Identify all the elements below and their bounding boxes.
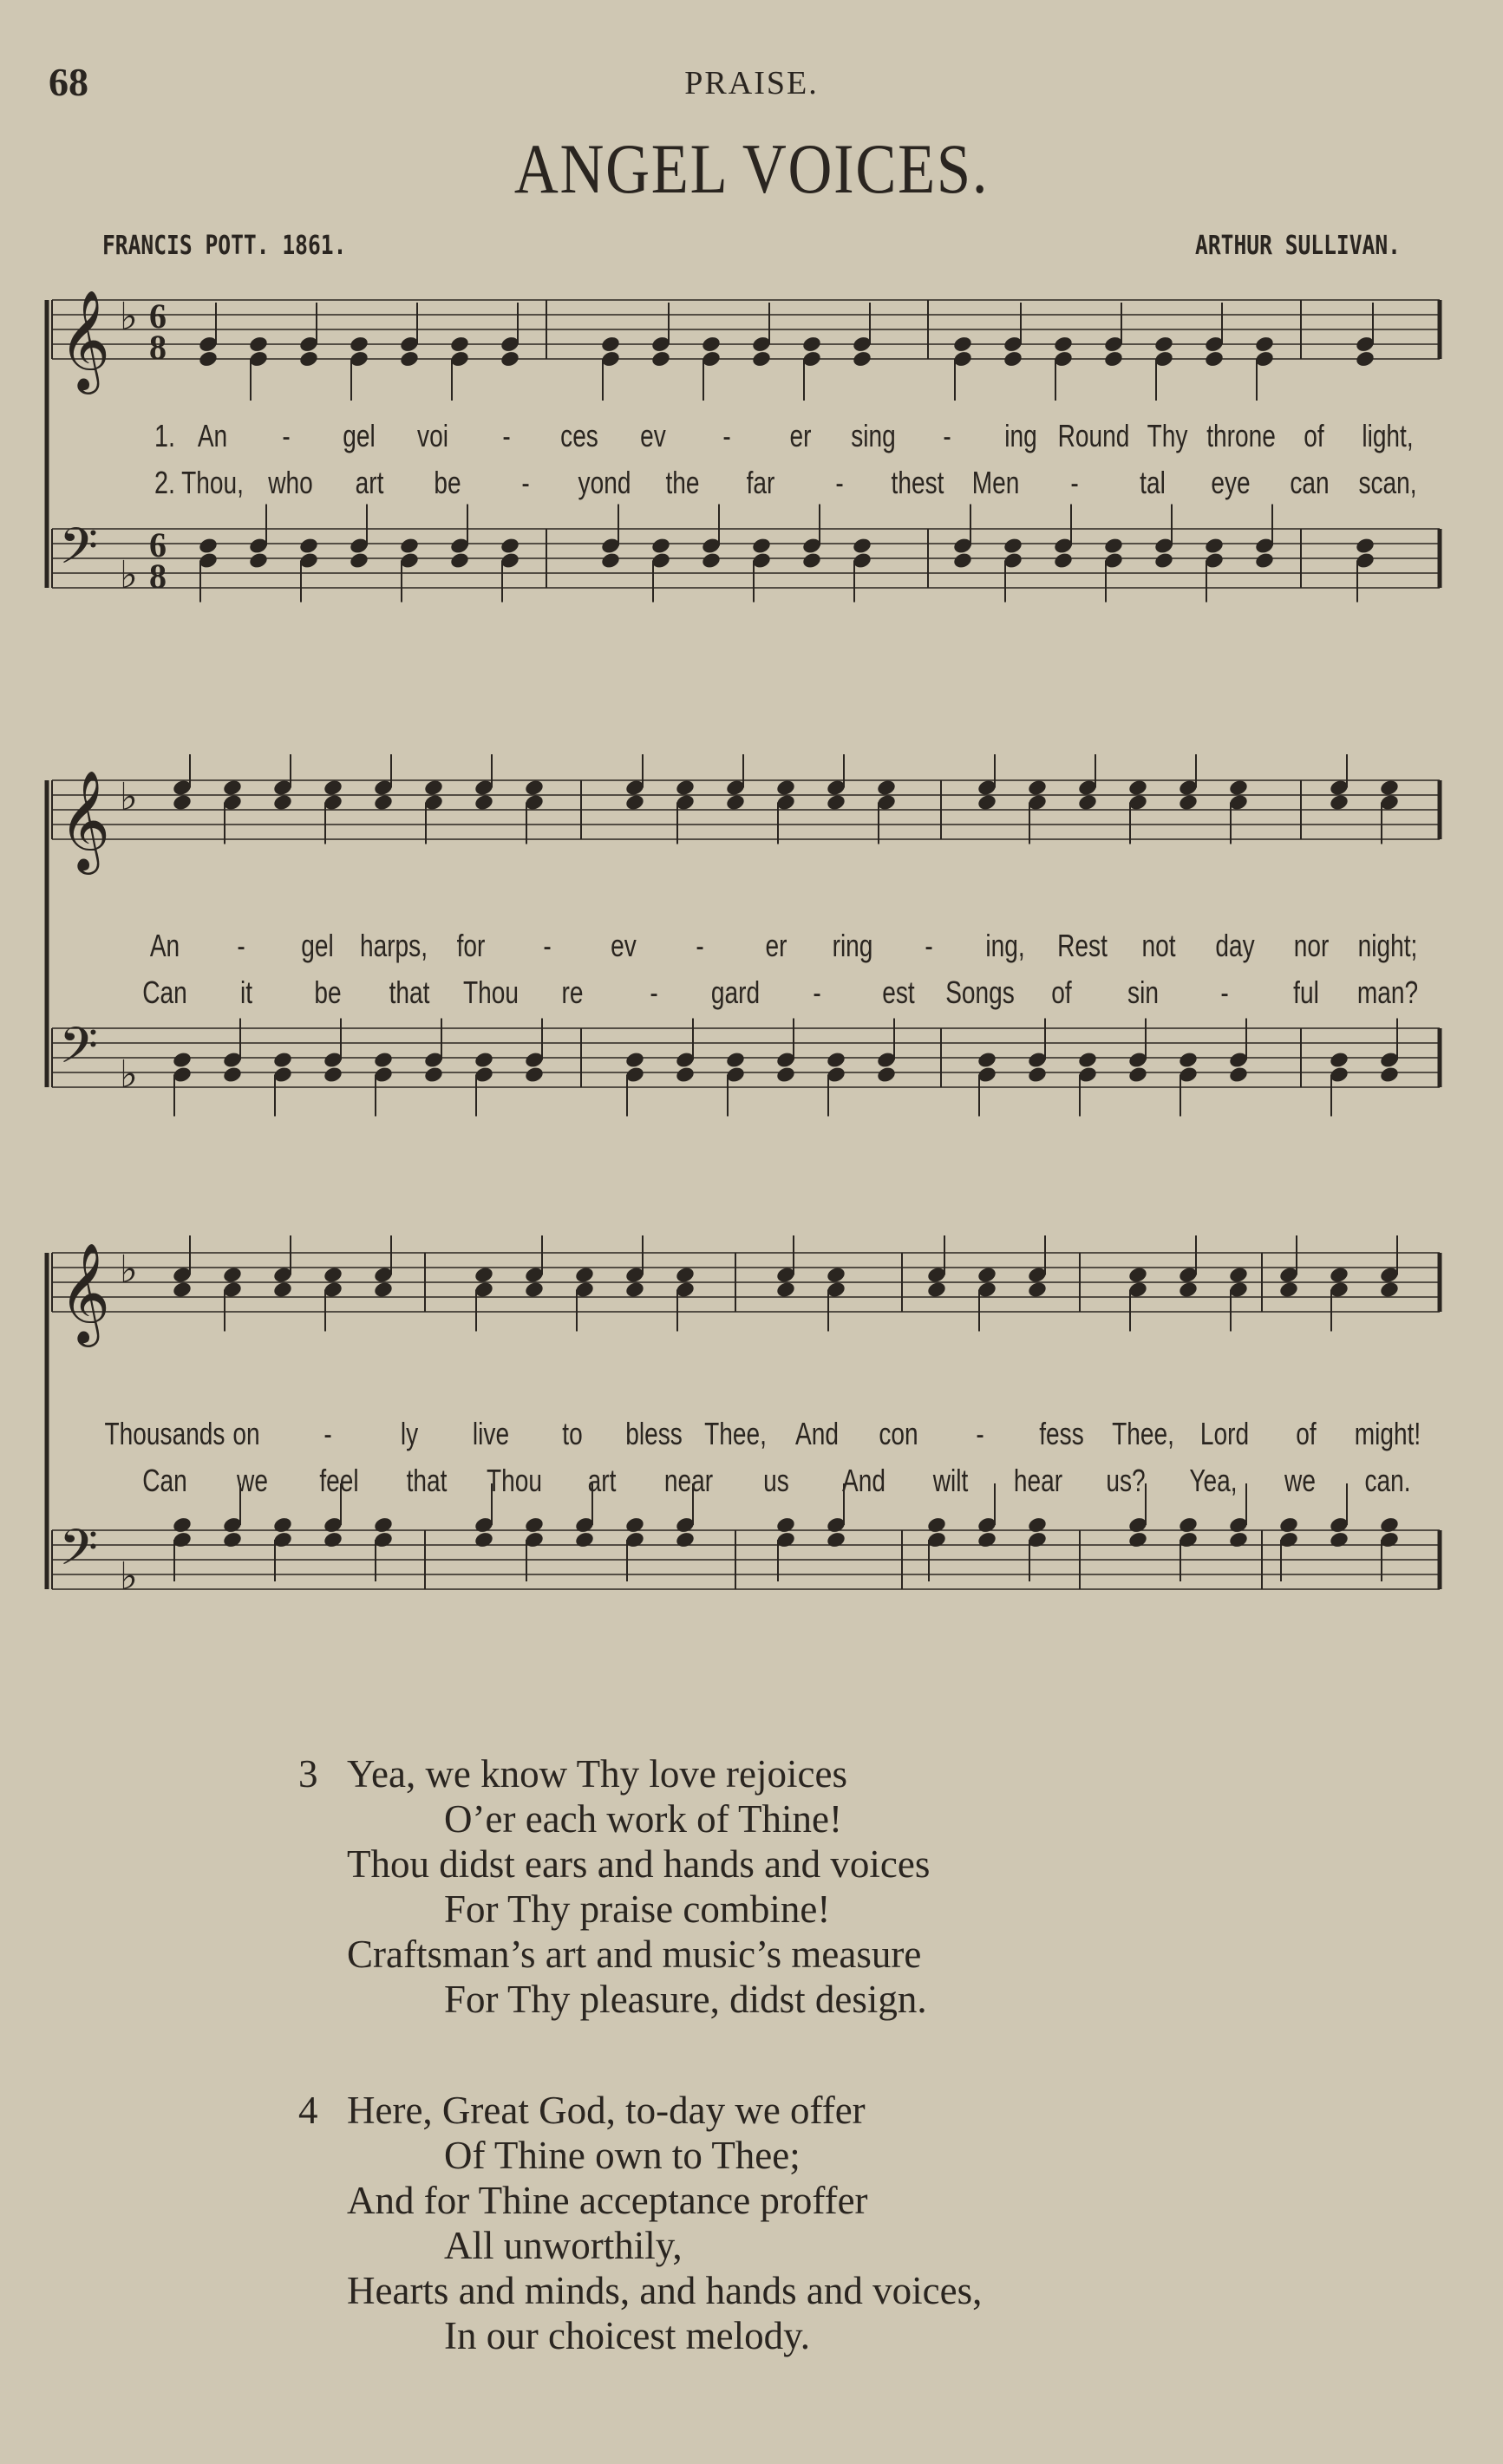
note-head: [172, 1281, 193, 1299]
note-head: [373, 1051, 394, 1069]
stanza-3: [298, 1751, 931, 2022]
note-head: [1053, 335, 1074, 353]
lyric-hyphen: -: [722, 418, 731, 453]
note-head: [1077, 1051, 1098, 1069]
note-head: [826, 1530, 846, 1548]
note-head: [524, 1281, 545, 1299]
note-head: [423, 779, 444, 797]
note-head: [474, 1530, 494, 1548]
lyrics-verse-1: [35, 418, 1457, 456]
note-head: [751, 537, 772, 555]
note-head: [1077, 793, 1098, 812]
music-system-2: [35, 754, 1457, 1170]
lyric-syllable: us?: [1106, 1463, 1146, 1498]
verse-number: 1.: [154, 418, 176, 453]
flat-icon: ♭: [120, 1053, 138, 1097]
note-head: [701, 335, 722, 353]
note-head: [323, 1066, 343, 1084]
stanza-line: 3 Yea, we know Thy love rejoices: [298, 1752, 847, 1796]
note-head: [323, 779, 343, 797]
lyric-hyphen: -: [834, 465, 844, 500]
lyric-syllable: con: [879, 1416, 918, 1451]
note-head: [600, 551, 621, 570]
lyric-syllable: re: [561, 975, 584, 1010]
note-head: [574, 1530, 595, 1548]
note-head: [1103, 537, 1124, 555]
lyric-syllable: who: [268, 465, 314, 500]
lyric-syllable: hear: [1014, 1463, 1063, 1498]
stanza-number: 3: [298, 1752, 318, 1796]
lyric-syllable: feel: [319, 1463, 360, 1498]
note-head: [298, 349, 319, 368]
lyric-syllable: ev: [610, 928, 637, 963]
note-head: [600, 335, 621, 353]
note-head: [1153, 335, 1174, 353]
lyric-hyphen: -: [813, 975, 821, 1010]
lyric-syllable: Thou,: [181, 465, 244, 500]
note-head: [1228, 1266, 1249, 1284]
lyric-syllable: Men: [972, 465, 1020, 500]
time-signature-numerator: 6: [149, 525, 167, 564]
note-head: [775, 1516, 796, 1534]
note-head: [1178, 1051, 1199, 1069]
lyric-syllable: Round: [1057, 418, 1130, 453]
note-head: [977, 793, 997, 812]
music-credit: ARTHUR SULLIVAN.: [1195, 231, 1401, 261]
stanza-line: And for Thine acceptance proffer: [347, 2179, 868, 2222]
note-head: [449, 551, 470, 570]
lyric-syllable: might!: [1354, 1416, 1421, 1451]
stanza-line: Hearts and minds, and hands and voices,: [347, 2269, 983, 2312]
lyric-syllable: gel: [301, 928, 334, 963]
note-head: [1254, 335, 1275, 353]
lyrics-verse-2: [35, 975, 1457, 1013]
note-head: [474, 793, 494, 812]
lyrics-verse-1: [35, 928, 1457, 966]
lyric-hyphen: -: [542, 928, 552, 963]
lyric-syllable: est: [882, 975, 915, 1010]
lyric-syllable: of: [1051, 975, 1072, 1010]
stanza-line: All unworthily,: [444, 2224, 683, 2267]
note-head: [1379, 1066, 1400, 1084]
note-head: [1053, 551, 1074, 570]
note-head: [248, 335, 269, 353]
lyric-hyphen: -: [323, 1416, 332, 1451]
note-head: [650, 537, 671, 555]
running-head: PRAISE.: [684, 65, 819, 101]
stanza-4: [298, 2088, 983, 2358]
note-head: [222, 779, 243, 797]
lyric-syllable: Can: [142, 975, 187, 1010]
stanza-line: O’er each work of Thine!: [444, 1797, 842, 1841]
note-head: [624, 793, 645, 812]
note-head: [650, 349, 671, 368]
note-head: [272, 1051, 293, 1069]
lyric-hyphen: -: [521, 465, 531, 500]
lyric-syllable: to: [562, 1416, 583, 1451]
note-head: [1379, 779, 1400, 797]
page-number: 68: [49, 60, 88, 104]
note-head: [500, 349, 520, 368]
lyric-syllable: harps,: [360, 928, 428, 963]
treble-clef-icon: 𝄞: [59, 1242, 111, 1343]
lyric-syllable: Yea,: [1188, 1463, 1238, 1498]
note-head: [222, 1266, 243, 1284]
note-head: [172, 1516, 193, 1534]
note-head: [1027, 1516, 1048, 1534]
flat-icon: ♭: [120, 295, 138, 339]
note-head: [701, 551, 722, 570]
note-head: [1329, 793, 1349, 812]
note-head: [624, 1051, 645, 1069]
note-head: [373, 793, 394, 812]
note-head: [1329, 1266, 1349, 1284]
lyric-syllable: near: [664, 1463, 714, 1498]
lyric-syllable: it: [239, 975, 253, 1010]
lyric-hyphen: -: [237, 928, 245, 963]
note-head: [1329, 1051, 1349, 1069]
stanza-number: 4: [298, 2089, 318, 2132]
lyric-syllable: for: [456, 928, 485, 963]
note-head: [1228, 1530, 1249, 1548]
time-signature-numerator: 6: [149, 297, 167, 336]
lyric-syllable: er: [765, 928, 787, 963]
note-head: [1379, 1516, 1400, 1534]
note-head: [1278, 1516, 1299, 1534]
lyric-syllable: yond: [578, 465, 631, 500]
note-head: [826, 1266, 846, 1284]
lyric-syllable: Songs: [945, 975, 1015, 1010]
note-head: [1103, 349, 1124, 368]
note-head: [826, 1051, 846, 1069]
note-head: [876, 779, 897, 797]
note-head: [725, 793, 746, 812]
lyric-syllable: Lord: [1199, 1416, 1250, 1451]
note-head: [775, 1066, 796, 1084]
hymn-title: ANGEL VOICES.: [513, 129, 990, 208]
lyric-syllable: far: [746, 465, 775, 500]
note-head: [349, 335, 369, 353]
stanza-line: In our choicest melody.: [444, 2314, 810, 2357]
lyric-hyphen: -: [502, 418, 511, 453]
note-head: [1127, 1066, 1148, 1084]
note-head: [323, 1530, 343, 1548]
lyric-syllable: can: [1290, 465, 1330, 500]
note-head: [1178, 793, 1199, 812]
lyric-syllable: An: [149, 928, 180, 963]
lyric-syllable: Thee,: [704, 1416, 767, 1451]
note-head: [1379, 1281, 1400, 1299]
lyric-syllable: night;: [1357, 928, 1418, 963]
note-head: [172, 1051, 193, 1069]
note-head: [1027, 1281, 1048, 1299]
note-head: [977, 1266, 997, 1284]
lyric-syllable: we: [1284, 1463, 1317, 1498]
note-head: [172, 793, 193, 812]
note-head: [1329, 1530, 1349, 1548]
note-head: [876, 1066, 897, 1084]
treble-clef-icon: 𝄞: [59, 769, 111, 870]
note-head: [524, 1516, 545, 1534]
lyric-hyphen: -: [282, 418, 291, 453]
words-credit: FRANCIS POTT. 1861.: [102, 231, 347, 261]
note-head: [675, 779, 696, 797]
treble-clef-icon: 𝄞: [59, 289, 111, 390]
note-head: [323, 1266, 343, 1284]
note-head: [1027, 1066, 1048, 1084]
note-head: [1204, 349, 1225, 368]
lyric-hyphen: -: [650, 975, 658, 1010]
note-head: [801, 335, 822, 353]
note-head: [524, 1066, 545, 1084]
lyric-syllable: Rest: [1056, 928, 1108, 963]
verse-number: 2.: [154, 465, 176, 500]
note-head: [775, 779, 796, 797]
note-head: [474, 1266, 494, 1284]
note-head: [1228, 1066, 1249, 1084]
lyric-syllable: we: [236, 1463, 268, 1498]
lyric-syllable: tal: [1140, 465, 1166, 500]
music-system-3: [35, 1235, 1457, 1669]
note-head: [272, 1516, 293, 1534]
lyric-syllable: the: [665, 465, 700, 500]
note-head: [272, 1281, 293, 1299]
lyric-hyphen: -: [1069, 465, 1079, 500]
lyric-syllable: ring: [832, 928, 873, 963]
lyric-syllable: And: [795, 1416, 839, 1451]
note-head: [1228, 779, 1249, 797]
flat-icon: ♭: [120, 775, 138, 819]
note-head: [775, 1281, 796, 1299]
note-head: [1178, 1281, 1199, 1299]
bass-clef-icon: 𝄢: [59, 517, 99, 588]
note-head: [574, 1266, 595, 1284]
note-head: [801, 551, 822, 570]
note-head: [349, 551, 369, 570]
stanza-line: Thou didst ears and hands and voices: [347, 1842, 931, 1886]
lyric-hyphen: -: [925, 928, 933, 963]
lyric-syllable: that: [406, 1463, 448, 1498]
note-head: [1178, 1516, 1199, 1534]
note-head: [675, 1066, 696, 1084]
lyric-syllable: can.: [1364, 1463, 1411, 1498]
note-head: [222, 1066, 243, 1084]
lyric-syllable: ev: [640, 418, 666, 453]
note-head: [1153, 551, 1174, 570]
time-signature-denominator: 8: [149, 557, 167, 596]
lyric-syllable: scan,: [1358, 465, 1417, 500]
note-head: [624, 1281, 645, 1299]
note-head: [926, 1281, 947, 1299]
lyric-syllable: day: [1215, 928, 1255, 963]
note-head: [272, 793, 293, 812]
lyric-syllable: ing: [1003, 418, 1037, 453]
lyric-syllable: ful: [1293, 975, 1319, 1010]
lyric-syllable: of: [1296, 1416, 1317, 1451]
lyric-syllable: ing,: [985, 928, 1026, 963]
note-head: [977, 1530, 997, 1548]
note-head: [1278, 1281, 1299, 1299]
bass-clef-icon: 𝄢: [59, 1518, 99, 1589]
lyric-syllable: on: [232, 1416, 260, 1451]
note-head: [500, 537, 520, 555]
lyric-syllable: Thy: [1147, 418, 1188, 453]
note-head: [675, 1530, 696, 1548]
lyric-syllable: eye: [1211, 465, 1251, 500]
note-head: [852, 349, 872, 368]
lyric-syllable: light,: [1362, 418, 1414, 453]
lyric-syllable: And: [841, 1463, 885, 1498]
note-head: [373, 1281, 394, 1299]
lyric-hyphen: -: [943, 418, 951, 453]
lyric-syllable: Thousands: [104, 1416, 225, 1451]
lyric-syllable: An: [197, 418, 228, 453]
stanza-line: Craftsman’s art and music’s measure: [347, 1933, 922, 1976]
note-head: [675, 1266, 696, 1284]
lyric-syllable: ces: [560, 418, 599, 453]
lyric-hyphen: -: [976, 1416, 984, 1451]
note-head: [1003, 537, 1023, 555]
note-head: [852, 537, 872, 555]
lyric-syllable: sing: [851, 418, 896, 453]
note-head: [222, 1530, 243, 1548]
lyric-syllable: wilt: [933, 1463, 969, 1498]
lyric-syllable: gard: [710, 975, 761, 1010]
lyric-syllable: man?: [1356, 975, 1419, 1010]
lyric-syllable: that: [389, 975, 430, 1010]
note-head: [198, 349, 219, 368]
lyric-hyphen: -: [1220, 975, 1229, 1010]
note-head: [198, 537, 219, 555]
note-head: [524, 779, 545, 797]
note-head: [1355, 349, 1376, 368]
lyric-syllable: of: [1304, 418, 1325, 453]
note-head: [1355, 537, 1376, 555]
lyric-syllable: er: [789, 418, 811, 453]
note-head: [725, 1051, 746, 1069]
flat-icon: ♭: [120, 1248, 138, 1292]
lyric-syllable: Can: [142, 1463, 187, 1498]
lyric-syllable: be: [314, 975, 342, 1010]
note-head: [826, 793, 846, 812]
lyric-syllable: ly: [400, 1416, 419, 1451]
bass-clef-icon: 𝄢: [59, 1016, 99, 1087]
note-head: [399, 349, 420, 368]
lyric-syllable: bless: [625, 1416, 683, 1451]
note-head: [952, 551, 973, 570]
flat-icon: ♭: [120, 553, 138, 597]
note-head: [1204, 537, 1225, 555]
lyrics-verse-2: [35, 465, 1457, 503]
note-head: [1254, 551, 1275, 570]
lyric-hyphen: -: [696, 928, 704, 963]
lyric-syllable: art: [587, 1463, 616, 1498]
lyric-syllable: nor: [1293, 928, 1330, 963]
note-head: [751, 349, 772, 368]
lyric-syllable: Thee,: [1112, 1416, 1174, 1451]
note-head: [248, 551, 269, 570]
note-head: [423, 1066, 444, 1084]
lyric-syllable: sin: [1127, 975, 1159, 1010]
note-head: [926, 1516, 947, 1534]
lyric-syllable: gel: [343, 418, 376, 453]
note-head: [298, 537, 319, 555]
lyric-syllable: fess: [1039, 1416, 1084, 1451]
lyric-syllable: thest: [891, 465, 944, 500]
note-head: [449, 335, 470, 353]
stanza-line: Of Thine own to Thee;: [444, 2134, 801, 2177]
lyric-syllable: Thou: [462, 975, 520, 1010]
lyric-syllable: throne: [1206, 418, 1276, 453]
note-head: [952, 335, 973, 353]
time-signature-denominator: 8: [149, 328, 167, 367]
note-head: [624, 1516, 645, 1534]
lyric-syllable: Thou: [486, 1463, 542, 1498]
note-head: [399, 537, 420, 555]
lyric-syllable: be: [434, 465, 461, 500]
lyrics-verse-2: [35, 1463, 1457, 1501]
flat-icon: ♭: [120, 1555, 138, 1599]
lyric-syllable: art: [355, 465, 384, 500]
music-system-1: [35, 269, 1457, 668]
lyric-syllable: us: [763, 1463, 789, 1498]
lyric-syllable: live: [472, 1416, 510, 1451]
lyric-syllable: not: [1141, 928, 1176, 963]
note-head: [977, 1051, 997, 1069]
note-head: [373, 1516, 394, 1534]
note-head: [1127, 779, 1148, 797]
note-head: [1003, 349, 1023, 368]
stanza-line: For Thy pleasure, didst design.: [444, 1978, 927, 2021]
lyrics-verse-1: [35, 1416, 1457, 1454]
lyric-syllable: voi: [417, 418, 449, 453]
stanza-line: For Thy praise combine!: [444, 1887, 831, 1931]
stanza-line: 4 Here, Great God, to-day we offer: [298, 2089, 866, 2132]
note-head: [1127, 1530, 1148, 1548]
note-head: [1127, 1266, 1148, 1284]
note-head: [474, 1051, 494, 1069]
note-head: [1027, 779, 1048, 797]
